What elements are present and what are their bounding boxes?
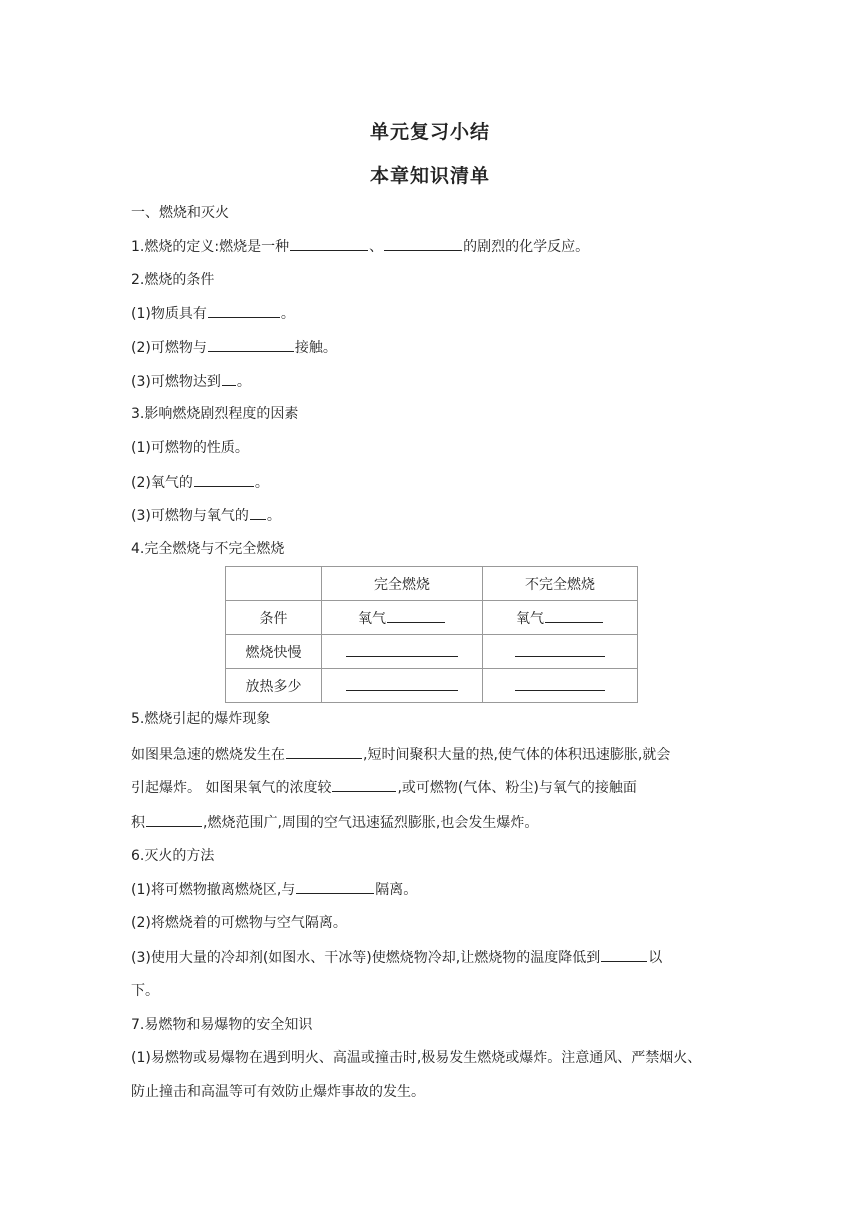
blank[interactable] xyxy=(515,676,605,691)
table-cell xyxy=(483,669,638,703)
row-label: 条件 xyxy=(226,601,322,635)
row-label: 放热多少 xyxy=(226,669,322,703)
item-6-2: (2)将燃烧着的可燃物与空气隔离。 xyxy=(131,915,347,931)
item-7-1: (1)易燃物或易爆物在遇到明火、高温或撞击时,极易发生燃烧或爆炸。注意通风、严禁烟火、 xyxy=(131,1050,702,1066)
blank[interactable] xyxy=(146,812,202,827)
blank[interactable] xyxy=(250,505,266,520)
item-7-1-cont: 防止撞击和高温等可有效防止爆炸事故的发生。 xyxy=(131,1084,425,1100)
table-cell xyxy=(322,635,483,669)
blank[interactable] xyxy=(332,777,396,792)
table-cell: 氧气 xyxy=(322,601,483,635)
blank[interactable] xyxy=(346,642,458,657)
item-6-3-cont: 下。 xyxy=(131,983,159,999)
item-6: 6.灭火的方法 xyxy=(131,848,215,864)
item-2-3: (3)可燃物达到 。 xyxy=(131,371,251,392)
blank[interactable] xyxy=(601,947,647,962)
blank[interactable] xyxy=(384,236,462,251)
blank[interactable] xyxy=(290,236,368,251)
page-subtitle: 本章知识清单 xyxy=(369,165,490,187)
blank[interactable] xyxy=(208,337,294,352)
item-6-3: (3)使用大量的冷却剂(如图水、干冰等)使燃烧物冷却,让燃烧物的温度降低到 以 xyxy=(131,947,662,968)
item-3: 3.影响燃烧剧烈程度的因素 xyxy=(131,406,299,422)
item-4: 4.完全燃烧与不完全燃烧 xyxy=(131,541,285,557)
blank[interactable] xyxy=(387,608,445,623)
item-1: 1.燃烧的定义:燃烧是一种 、 的剧烈的化学反应。 xyxy=(131,236,589,257)
row-label: 燃烧快慢 xyxy=(226,635,322,669)
item-3-2: (2)氧气的 。 xyxy=(131,472,269,493)
item-7: 7.易燃物和易爆物的安全知识 xyxy=(131,1017,313,1033)
item-3-3: (3)可燃物与氧气的 。 xyxy=(131,505,281,526)
item-5-line-1: 如图果急速的燃烧发生在 ,短时间聚积大量的热,使气体的体积迅速膨胀,就会 xyxy=(131,744,670,765)
item-2-2: (2)可燃物与 接触。 xyxy=(131,337,337,358)
comparison-table xyxy=(225,566,638,703)
table-row xyxy=(226,635,638,669)
table-row xyxy=(226,601,638,635)
item-5: 5.燃烧引起的爆炸现象 xyxy=(131,711,271,727)
table-cell: 氧气 xyxy=(483,601,638,635)
item-5-line-3: 积 ,燃烧范围广,周围的空气迅速猛烈膨胀,也会发生爆炸。 xyxy=(131,812,538,833)
item-6-1: (1)将可燃物撤离燃烧区,与 隔离。 xyxy=(131,879,417,900)
blank[interactable] xyxy=(208,303,280,318)
table-cell xyxy=(322,669,483,703)
blank[interactable] xyxy=(545,608,603,623)
table-header-cell: 完全燃烧 xyxy=(322,567,483,601)
blank[interactable] xyxy=(296,879,374,894)
blank[interactable] xyxy=(515,642,605,657)
section-heading: 一、燃烧和灭火 xyxy=(131,205,229,221)
item-5-line-2: 引起爆炸。 如图果氧气的浓度较 ,或可燃物(气体、粉尘)与氧气的接触面 xyxy=(131,777,637,798)
item-2: 2.燃烧的条件 xyxy=(131,272,215,288)
item-3-1: (1)可燃物的性质。 xyxy=(131,440,249,456)
page-title: 单元复习小结 xyxy=(369,121,490,143)
blank[interactable] xyxy=(222,371,236,386)
item-2-1: (1)物质具有 。 xyxy=(131,303,295,324)
table-header-cell xyxy=(226,567,322,601)
blank[interactable] xyxy=(286,744,362,759)
table-row xyxy=(226,669,638,703)
table-cell xyxy=(483,635,638,669)
blank[interactable] xyxy=(194,472,254,487)
table-header-cell: 不完全燃烧 xyxy=(483,567,638,601)
blank[interactable] xyxy=(346,676,458,691)
table-header-row xyxy=(226,567,638,601)
